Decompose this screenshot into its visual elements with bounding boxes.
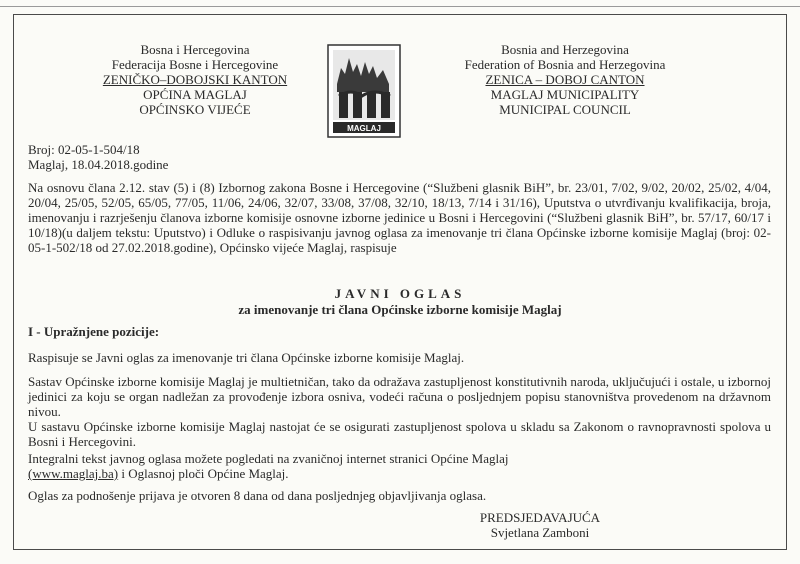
reference-number: Broj: 02-05-1-504/18 [28,142,140,157]
website-link[interactable]: (www.maglaj.ba) [28,466,119,481]
scan-edge-line [0,6,800,7]
announce-paragraph: Raspisuje se Javni oglas za imenovanje tri člana Općinske izborne komisije Maglaj. [28,350,465,365]
canton-name: ZENIČKO–DOBOJSKI KANTON [102,72,288,87]
signatory-name: Svjetlana Zamboni [490,525,590,540]
document-meta [28,142,168,172]
composition-paragraph: Sastav Općinske izborne komisije Maglaj je multietničan, tako da odražava zastupljenost konstitutivnih naroda, uključujući i ostale, u izbornoj jedinici za koju se organ nadležan za provođenje izbora osniva, vodeći računa o posljednjem popisu stanovništva provedenom na državnom nivou. [28,374,771,419]
signature-block [450,510,630,540]
municipality-crest-icon [327,44,401,138]
intro-paragraph: Na osnovu člana 2.12. stav (5) i (8) Izbornog zakona Bosne i Hercegovine (“Službeni glasnik BiH”, br. 23/01, 7/02, 9/02, 20/02, 25/02, 4/04, 20/04, 25/05, 52/05, 65/05, 77/05, 11/06, 24/06, 32/07, 33/08, 37/08, 32/10, 18/13, 7/14 i 31/16), Uputstva o utvrđivanju kvalifikacija, broja, imenovanju i razrješenju članova izborne komisije osnovne izborne jedinice u Bosni i Hercegovini (“Službeni glasnik BiH”, br. 57/17, 60/17 i 10/18)(u daljem tekstu: Uputstvo) i Odluke o raspisivanju javnog oglasa za imenovanje tri člana Općinske izborne komisije Maglaj (broj: 02-05-1-502/18 od 27.02.2018.godine), Općinsko vijeće Maglaj, raspisuje [28,180,771,255]
header-left [60,42,330,117]
signatory-role: PREDSJEDAVAJUĆA [479,510,601,525]
country-name-en: Bosnia and Herzegovina [501,42,629,57]
logo-text: MAGLAJ [347,124,381,133]
council-name: OPĆINSKO VIJEĆE [139,102,251,117]
header-right [430,42,700,117]
council-name-en: MUNICIPAL COUNCIL [499,102,631,117]
federation-name-en: Federation of Bosnia and Herzegovina [464,57,666,72]
integral-text-tail: i Oglasnoj ploči Općine Maglaj. [118,466,289,481]
federation-name: Federacija Bosne i Hercegovine [111,57,279,72]
gender-paragraph: U sastavu Općinske izborne komisije Maglaj nastojat će se osigurati zastupljenost spolova u skladu sa Zakonom o ravnopravnosti spolova u Bosni i Hercegovini. [28,419,771,449]
canton-name-en: ZENICA – DOBOJ CANTON [485,72,645,87]
deadline-paragraph: Oglas za podnošenje prijava je otvoren 8 dana od dana posljednjeg objavljivanja oglasa. [28,488,487,503]
document-date: Maglaj, 18.04.2018.godine [28,157,169,172]
integral-text-paragraph [28,451,771,466]
section-heading: I - Upražnjene pozicije: [28,324,160,339]
municipality-name: OPĆINA MAGLAJ [143,87,247,102]
municipality-name-en: MAGLAJ MUNICIPALITY [490,87,640,102]
integral-text-continued [28,466,771,481]
country-name: Bosna i Hercegovina [140,42,250,57]
integral-text-lead: Integralni tekst javnog oglasa možete pogledati na zvaničnoj internet stranici Općine Maglaj [28,451,509,466]
page-title: JAVNI OGLAS [334,286,466,301]
page-subtitle: za imenovanje tri člana Općinske izborne komisije Maglaj [238,302,562,317]
